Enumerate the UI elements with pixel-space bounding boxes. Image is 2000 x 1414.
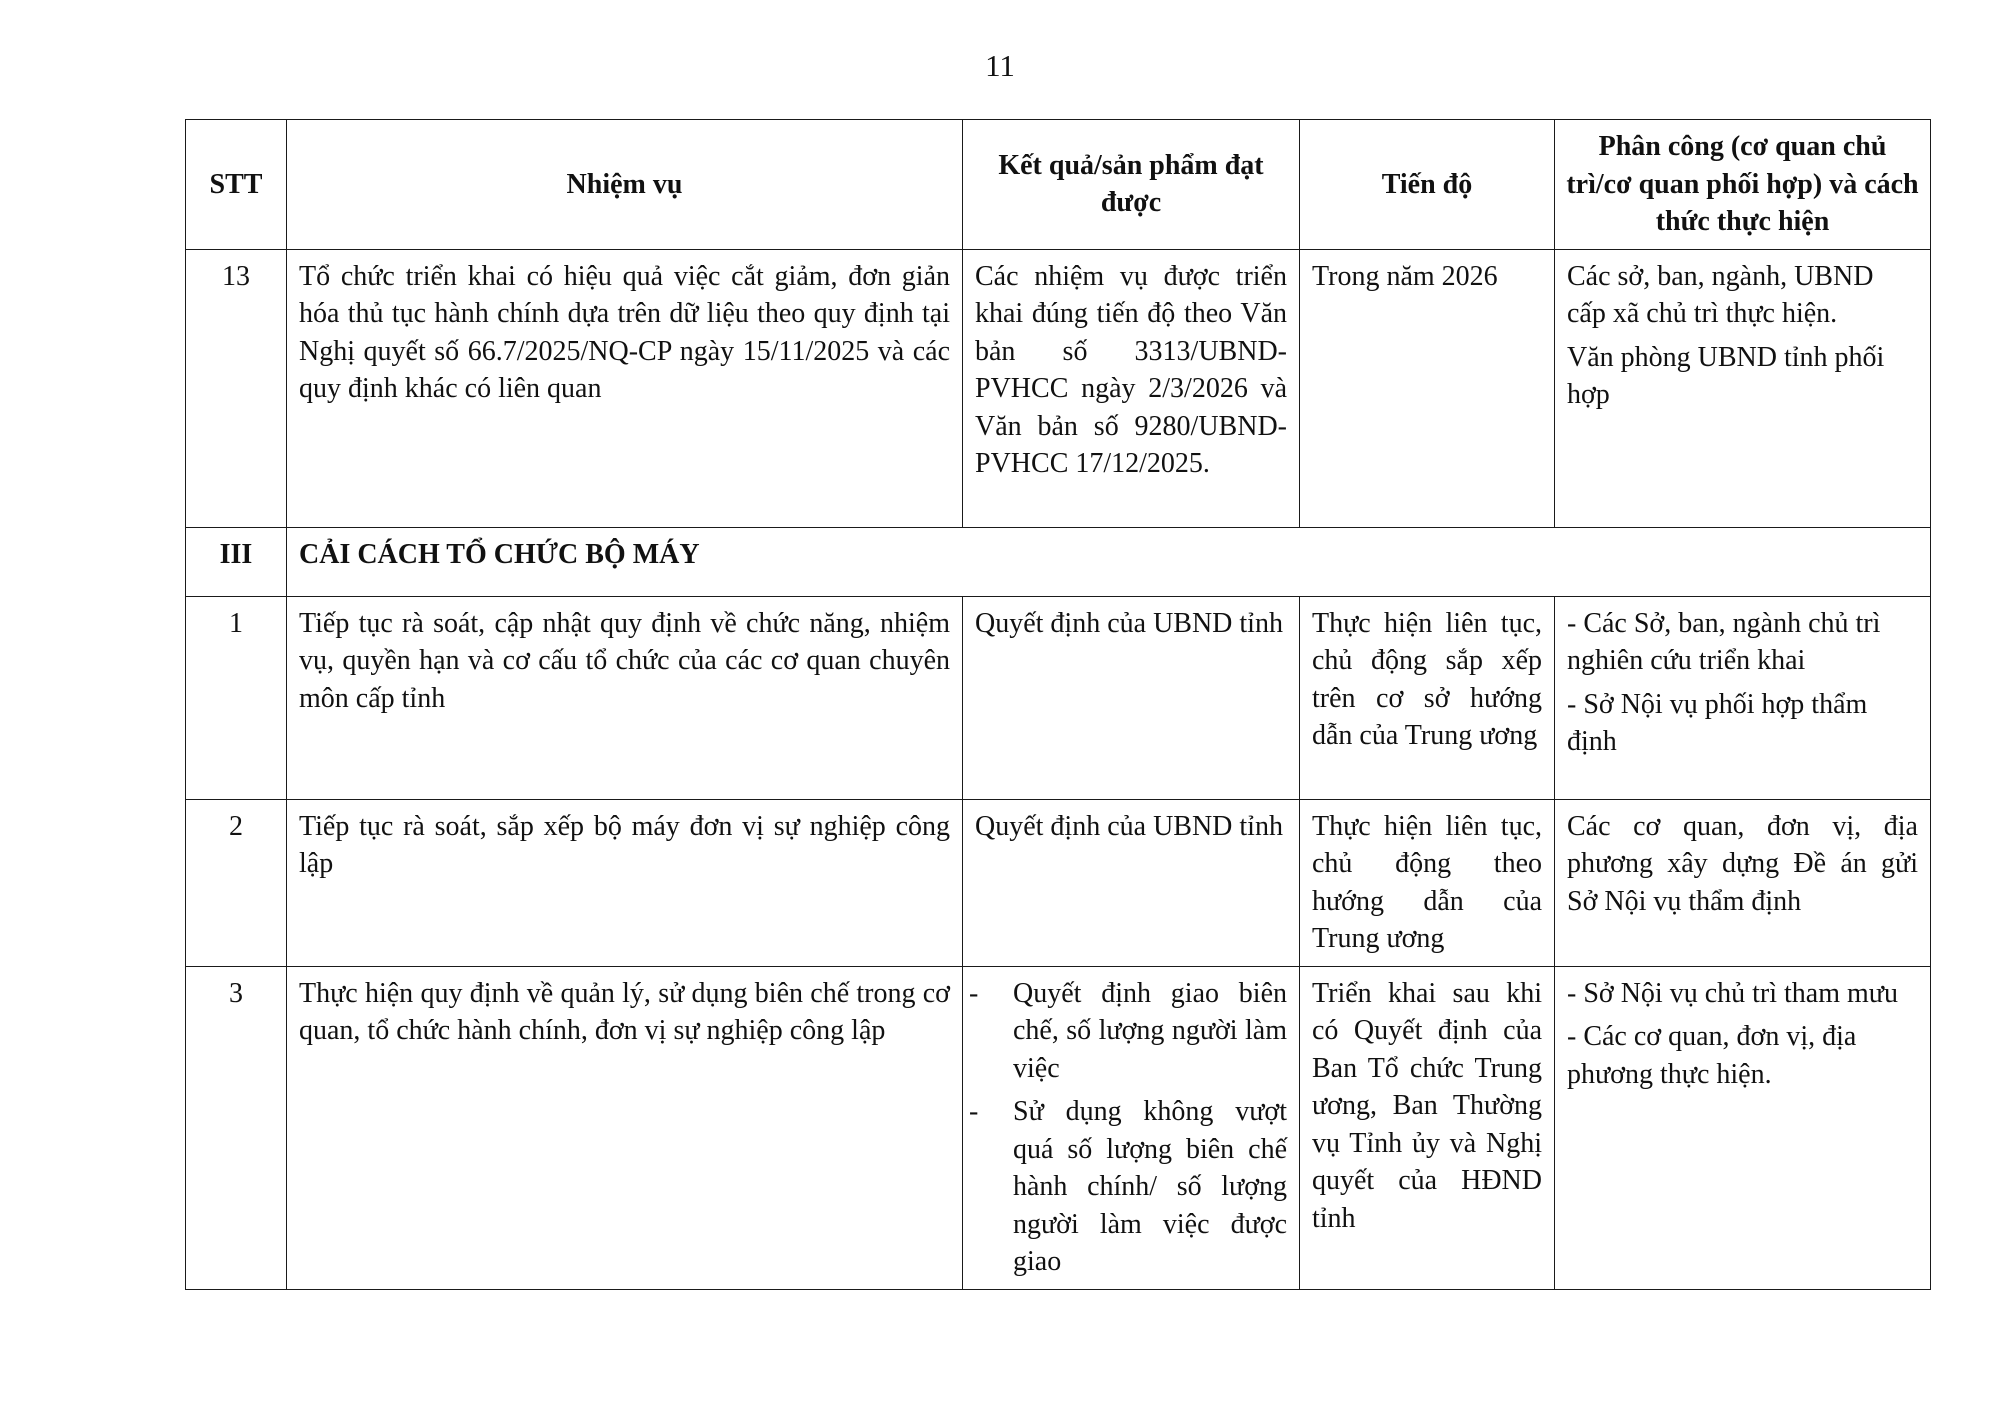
row-assignment: Các cơ quan, đơn vị, địa phương xây dựng Đề án gửi Sở Nội vụ thẩm định	[1555, 799, 1931, 966]
assignment-line: - Sở Nội vụ phối hợp thẩm định	[1567, 688, 1868, 757]
table-header-row	[186, 120, 1931, 250]
task-plan-table	[185, 119, 1931, 1290]
row-assignment	[1555, 966, 1931, 1289]
list-item-text: Quyết định giao biên chế, số lượng người làm việc	[1013, 977, 1287, 1084]
table-row	[186, 799, 1931, 966]
row-progress: Thực hiện liên tục, chủ động theo hướng dẫn của Trung ương	[1300, 799, 1555, 966]
row-task: Tiếp tục rà soát, cập nhật quy định về chức năng, nhiệm vụ, quyền hạn và cơ cấu tổ chức của các cơ quan chuyên môn cấp tỉnh	[287, 596, 963, 799]
dash-marker: -	[969, 1096, 979, 1127]
assignment-line: - Các cơ quan, đơn vị, địa phương thực hiện.	[1567, 1021, 1857, 1090]
table-row	[186, 249, 1931, 527]
row-progress: Thực hiện liên tục, chủ động sắp xếp trên cơ sở hướng dẫn của Trung ương	[1300, 596, 1555, 799]
section-row	[186, 527, 1931, 596]
row-result: Quyết định của UBND tỉnh	[963, 799, 1300, 966]
header-assignment: Phân công (cơ quan chủ trì/cơ quan phối hợp) và cách thức thực hiện	[1555, 120, 1931, 250]
header-task: Nhiệm vụ	[287, 120, 963, 250]
page-number: 11	[985, 48, 1015, 83]
row-assignment	[1555, 596, 1931, 799]
list-item-text: Sử dụng không vượt quá số lượng biên chế hành chính/ số lượng người làm việc được giao	[1013, 1096, 1287, 1277]
section-title: CẢI CÁCH TỔ CHỨC BỘ MÁY	[287, 527, 1931, 596]
row-result: Quyết định của UBND tỉnh	[963, 596, 1300, 799]
row-result: Các nhiệm vụ được triển khai đúng tiến độ theo Văn bản số 3313/UBND-PVHCC ngày 2/3/2026 và Văn bản số 9280/UBND-PVHCC 17/12/2025.	[963, 249, 1300, 527]
header-stt: STT	[186, 120, 287, 250]
assignment-line: - Các Sở, ban, ngành chủ trì nghiên cứu triển khai	[1567, 607, 1881, 676]
row-result	[963, 966, 1300, 1289]
row-progress: Triển khai sau khi có Quyết định của Ban Tổ chức Trung ương, Ban Thường vụ Tỉnh ủy và Nghị quyết của HĐND tỉnh	[1300, 966, 1555, 1289]
table-row	[186, 596, 1931, 799]
dash-marker: -	[969, 977, 979, 1009]
header-progress: Tiến độ	[1300, 120, 1555, 250]
row-progress: Trong năm 2026	[1300, 249, 1555, 527]
header-result: Kết quả/sản phẩm đạt được	[963, 120, 1300, 250]
table-row	[186, 966, 1931, 1289]
assignment-line: Các sở, ban, ngành, UBND cấp xã chủ trì thực hiện.	[1567, 260, 1874, 329]
row-stt: 1	[186, 596, 287, 799]
result-list	[969, 975, 1287, 1281]
assignment-line: - Sở Nội vụ chủ trì tham mưu	[1567, 977, 1898, 1009]
list-item	[969, 975, 1287, 1088]
row-stt: 2	[186, 799, 287, 966]
row-stt: 3	[186, 966, 287, 1289]
row-task: Tổ chức triển khai có hiệu quả việc cắt giảm, đơn giản hóa thủ tục hành chính dựa trên dữ liệu theo quy định tại Nghị quyết số 66.7/2025/NQ-CP ngày 15/11/2025 và các quy định khác có liên quan	[287, 249, 963, 527]
row-assignment	[1555, 249, 1931, 527]
section-number: III	[186, 527, 287, 596]
row-task: Thực hiện quy định về quản lý, sử dụng biên chế trong cơ quan, tổ chức hành chính, đơn vị sự nghiệp công lập	[287, 966, 963, 1289]
assignment-line: Văn phòng UBND tỉnh phối hợp	[1567, 341, 1885, 410]
list-item	[969, 1093, 1287, 1281]
row-task: Tiếp tục rà soát, sắp xếp bộ máy đơn vị sự nghiệp công lập	[287, 799, 963, 966]
row-stt: 13	[186, 249, 287, 527]
